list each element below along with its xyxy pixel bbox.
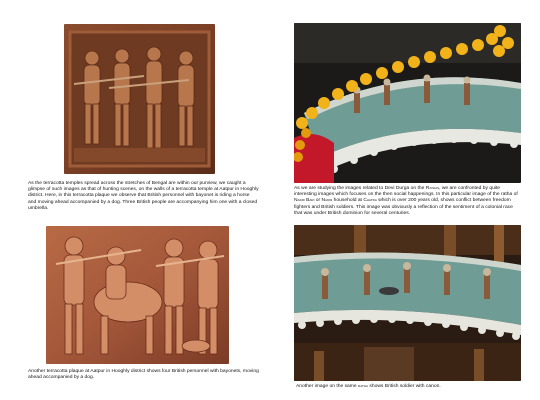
caption-term: Chatra [363,198,377,204]
caption-text: , we are confronted by quite interesting images which focuses on the then social happenings. In this particular image of the ratha of [294,186,518,198]
terracotta-plaque-photo-top [64,24,215,174]
caption-term: Nadir [321,198,333,204]
caption-text: household at [332,198,364,204]
caption-term: Nadir Bari [294,198,315,204]
caption-text: As we are studying the images related to Devi Durga on the [294,186,426,191]
ratha-garland-photo [294,23,521,183]
caption-text: shows British soldier with canon. [367,384,441,389]
caption-top-right [294,186,522,217]
caption-bottom-left: Another terracotta plaque at Aatpur in Hooghly district shows four British personnel with bayonets, moving ahead accompanied by a dog. [28,369,259,381]
caption-text: or [314,198,322,204]
terracotta-plaque-photo-bottom [46,226,229,364]
ratha-band-photo [294,225,521,381]
caption-top-left: As the terracotta temples spread across the stretches of Bengal are within our purview, we caught a glimpse of such images as that of hunting scenes, on the walls of a terracotta temple at Aatpur in Hooghly district. Here, in this terracotta plaque we observe that British personnel with bayonet is riding a horse and moving ahead accompanied by a dog. Three British people are accompanying him one with a closed umbrella. [28,181,259,211]
caption-term: Rathas [425,186,440,191]
caption-text: which is over 200 years old, shows conflict between freedom fighters and British soldiers. This image was obviously a reflection of the sentiment of a colonial race that was under British dominion for several centuries. [294,198,513,216]
caption-text: Another image on the same [296,384,359,389]
caption-term: ratha [358,384,368,389]
caption-bottom-right [296,384,524,390]
